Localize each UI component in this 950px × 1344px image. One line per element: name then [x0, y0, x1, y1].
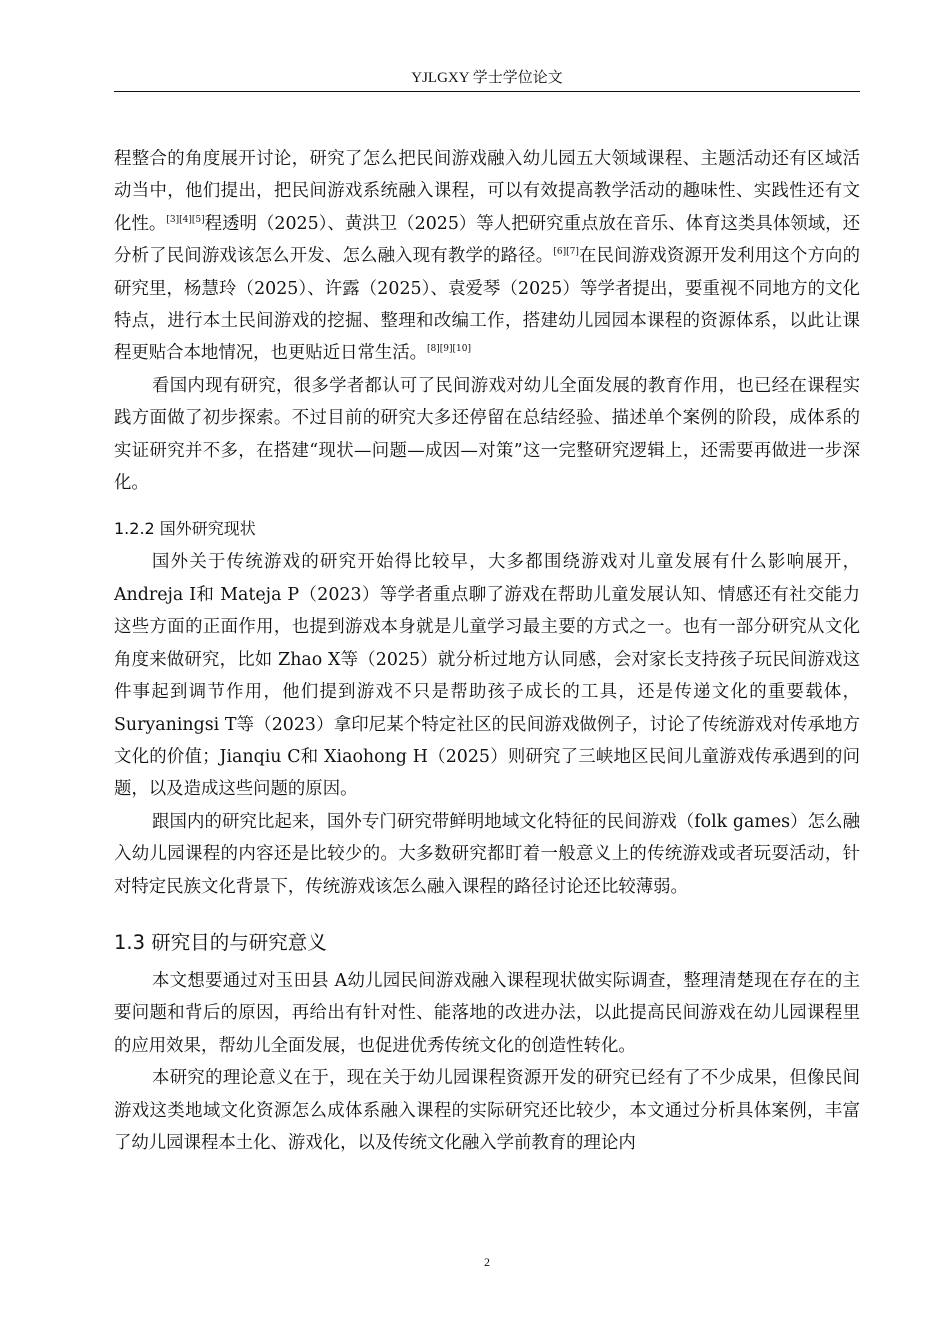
paragraph: 跟国内的研究比起来，国外专门研究带鲜明地域文化特征的民间游戏（folk games）怎么融入幼儿园课程的内容还是比较少的。大多数研究都盯着一般意义上的传统游戏或者玩耍活动，针对特定民族文化背景下，传统游戏该怎么融入课程的路径讨论还比较薄弱。 — [114, 811, 860, 897]
paragraph: 国外关于传统游戏的研究开始得比较早，大多都围绕游戏对儿童发展有什么影响展开，Andreja I和 Mateja P（2023）等学者重点聊了游戏在帮助儿童发展认知、情感还有社交能力这些方面的正面作用，也提到游戏本身就是儿童学习最主要的方式之一。也有一部分研究从文化角度来做研究，比如 Zhao X等（2025）就分析过地方认同感，会对家长支持孩子玩民间游戏这件事起到调节作用，他们提到游戏不只是帮助孩子成长的工具，还是传递文化的重要载体，Suryaningsi T等（2023）拿印尼某个特定社区的民间游戏做例子，讨论了传统游戏对传承地方文化的价值；Jianqiu C和 Xiaohong H（2025）则研究了三峡地区民间儿童游戏传承遇到的问题，以及造成这些问题的原因。 — [114, 552, 860, 800]
section-heading-1-3: 1.3 研究目的与研究意义 — [114, 930, 327, 954]
citation: [8][9][10] — [427, 344, 472, 355]
running-header: YJLGXY 学士学位论文 — [411, 70, 563, 86]
paragraph: 看国内现有研究，很多学者都认可了民间游戏对幼儿全面发展的教育作用，也已经在课程实践方面做了初步探索。不过目前的研究大多还停留在总结经验、描述单个案例的阶段，成体系的实证研究并不多，在搭建“现状—问题—成因—对策”这一完整研究逻辑上，还需要再做进一步深化。 — [114, 375, 860, 494]
section-heading-1-2-2: 1.2.2 国外研究现状 — [114, 519, 256, 539]
paragraph: 本文想要通过对玉田县 A幼儿园民间游戏融入课程现状做实际调查，整理清楚现在存在的主要问题和背后的原因，再给出有针对性、能落地的改进办法，以此提高民间游戏在幼儿园课程里的应用效果，帮幼儿全面发展，也促进优秀传统文化的创造性转化。 — [114, 970, 860, 1056]
paragraph: 本研究的理论意义在于，现在关于幼儿园课程资源开发的研究已经有了不少成果，但像民间游戏这类地域文化资源怎么成体系融入课程的实际研究还比较少，本文通过分析具体案例，丰富了幼儿园课程本土化、游戏化，以及传统文化融入学前教育的理论内 — [114, 1068, 860, 1153]
page-number: 2 — [484, 1255, 490, 1269]
paragraph-text: 程透明（2025）、黄洪卫（2025）等人把研究重点放在音乐、体育这类具体领域，还分析了民间游戏该怎么开发、怎么融入现有教学的路径。 — [114, 213, 860, 267]
header-rule — [114, 91, 860, 92]
paragraph — [114, 143, 860, 370]
document-body — [114, 143, 860, 1159]
citation: [3][4][5] — [166, 214, 205, 225]
paragraph-text: 在民间游戏资源开发利用这个方向的研究里，杨慧玲（2025）、许露（2025）、袁爱琴（2025）等学者提出，要重视不同地方的文化特点，进行本土民间游戏的挖掘、整理和改编工作，搭建幼儿园园本课程的资源体系，以此让课程更贴合本地情况，也更贴近日常生活。 — [114, 246, 860, 364]
paragraph-text: 程整合的角度展开讨论，研究了怎么把民间游戏融入幼儿园五大领域课程、主题活动还有区域活动当中，他们提出，把民间游戏系统融入课程，可以有效提高教学活动的趣味性、实践性还有文化性。 — [114, 149, 860, 234]
citation: [6][7] — [553, 247, 579, 258]
